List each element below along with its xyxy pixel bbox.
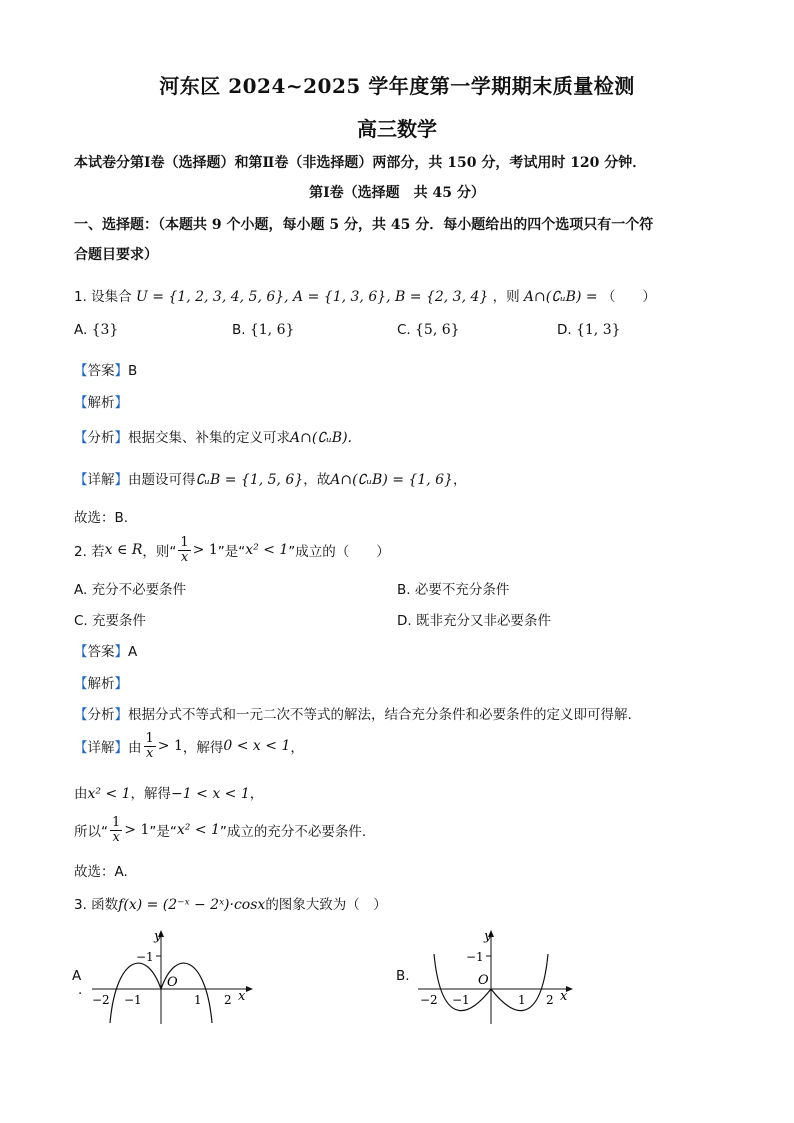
- tick-x-1: 1: [518, 993, 526, 1007]
- tick-x-2: 2: [224, 993, 232, 1007]
- q2-fenxi: 【分析】根据分式不等式和一元二次不等式的解法，结合充分条件和必要条件的定义即可得解.: [74, 707, 632, 723]
- q2-detail-line3: 所以“ $\frac{1}{x}$ > 1 ”是“ x² < 1 ”成立的充分不必要条件.: [74, 814, 367, 845]
- tick-x-neg1: −1: [452, 993, 470, 1007]
- tick-y: −1: [136, 950, 154, 964]
- tick-x-neg1: −1: [124, 993, 142, 1007]
- q1-sets: U = {1, 2, 3, 4, 5, 6}, A = {1, 3, 6}, B = {2, 3, 4}: [135, 289, 489, 305]
- q3-graph-a: [88, 926, 258, 1026]
- q2-conclusion: 故选：A.: [74, 864, 128, 880]
- q1-then: ，则: [492, 289, 520, 305]
- tick-x-1: 1: [194, 993, 202, 1007]
- q1-detail: 【详解】由题设可得∁ᵤB = {1, 5, 6}，故A∩(∁ᵤB) = {1, 6}，: [74, 472, 467, 488]
- y-label: y: [484, 929, 492, 944]
- x-label: x: [238, 989, 246, 1004]
- q1-answer: 【答案】B: [74, 363, 138, 379]
- exam-subject: 高三数学: [357, 117, 437, 141]
- q3-graph-a-label: A: [72, 968, 82, 984]
- tick-x-2: 2: [546, 993, 554, 1007]
- q1-number: 1. 设集合: [74, 289, 132, 305]
- q2-answer: 【答案】A: [74, 644, 138, 660]
- x-axis-arrow: [246, 986, 253, 992]
- q1-stem: [74, 285, 656, 305]
- q2-option-b: B. 必要不充分条件: [397, 582, 510, 598]
- q3-graph-a-dot: .: [78, 982, 83, 998]
- exam-intro: 本试卷分第Ⅰ卷（选择题）和第Ⅱ卷（非选择题）两部分，共 150 分，考试用时 120 分钟．: [74, 155, 647, 171]
- q2-detail-line2: 由x² < 1，解得−1 < x < 1，: [74, 786, 264, 802]
- tick-x-neg2: −2: [92, 993, 110, 1007]
- tick-y: −1: [466, 950, 484, 964]
- q2-option-d: D. 既非充分又非必要条件: [397, 613, 551, 629]
- tick-x-neg2: −2: [420, 993, 438, 1007]
- q1-option-b: B. {1, 6}: [232, 322, 295, 338]
- part1-heading: 第Ⅰ卷（选择题 共 45 分）: [309, 185, 485, 201]
- q1-option-c: C. {5, 6}: [397, 322, 460, 338]
- q2-option-a: A. 充分不必要条件: [74, 582, 187, 598]
- exam-title: 河东区 2024~2025 学年度第一学期期末质量检测: [159, 74, 635, 98]
- q1-option-d: D. {1, 3}: [557, 322, 621, 338]
- q2-option-c: C. 充要条件: [74, 613, 147, 629]
- q2-stem: 2. 若 x ∈ R ，则“ $\frac{1}{x}$ > 1 ”是“ x² < 1 ”成立的（ ）: [74, 534, 390, 565]
- origin-label: O: [167, 975, 178, 990]
- origin-label: O: [478, 973, 489, 988]
- q2-analysis-label: 【解析】: [74, 676, 128, 692]
- q1-fenxi: 【分析】根据交集、补集的定义可求A∩(∁ᵤB).: [74, 430, 352, 446]
- q1-conclusion: 故选：B.: [74, 510, 129, 526]
- q3-graph-b-label: B.: [396, 968, 410, 984]
- q3-stem: 3. 函数f(x) = (2⁻ˣ − 2ˣ)·cosx的图象大致为（ ）: [74, 897, 387, 913]
- y-label: y: [154, 929, 162, 944]
- q3-graph-b: [414, 926, 584, 1026]
- q2-detail: 【 详解 】 由 $\frac{1}{x}$ > 1 ，解得 0 < x < 1 ，: [74, 730, 304, 761]
- q1-analysis-label: 【解析】: [74, 395, 128, 411]
- q1-expr: A∩(∁ᵤB) =: [523, 289, 598, 305]
- q2-fraction: $\frac{1}{x}$: [180, 534, 189, 565]
- section-heading-line1: 一、选择题：（本题共 9 个小题，每小题 5 分，共 45 分．每小题给出的四个选项只有一个符: [74, 217, 654, 233]
- q1-option-a: A. {3}: [74, 322, 119, 338]
- section-heading-line2: 合题目要求）: [74, 247, 158, 263]
- q1-blank: （ ）: [601, 289, 656, 305]
- x-label: x: [560, 989, 568, 1004]
